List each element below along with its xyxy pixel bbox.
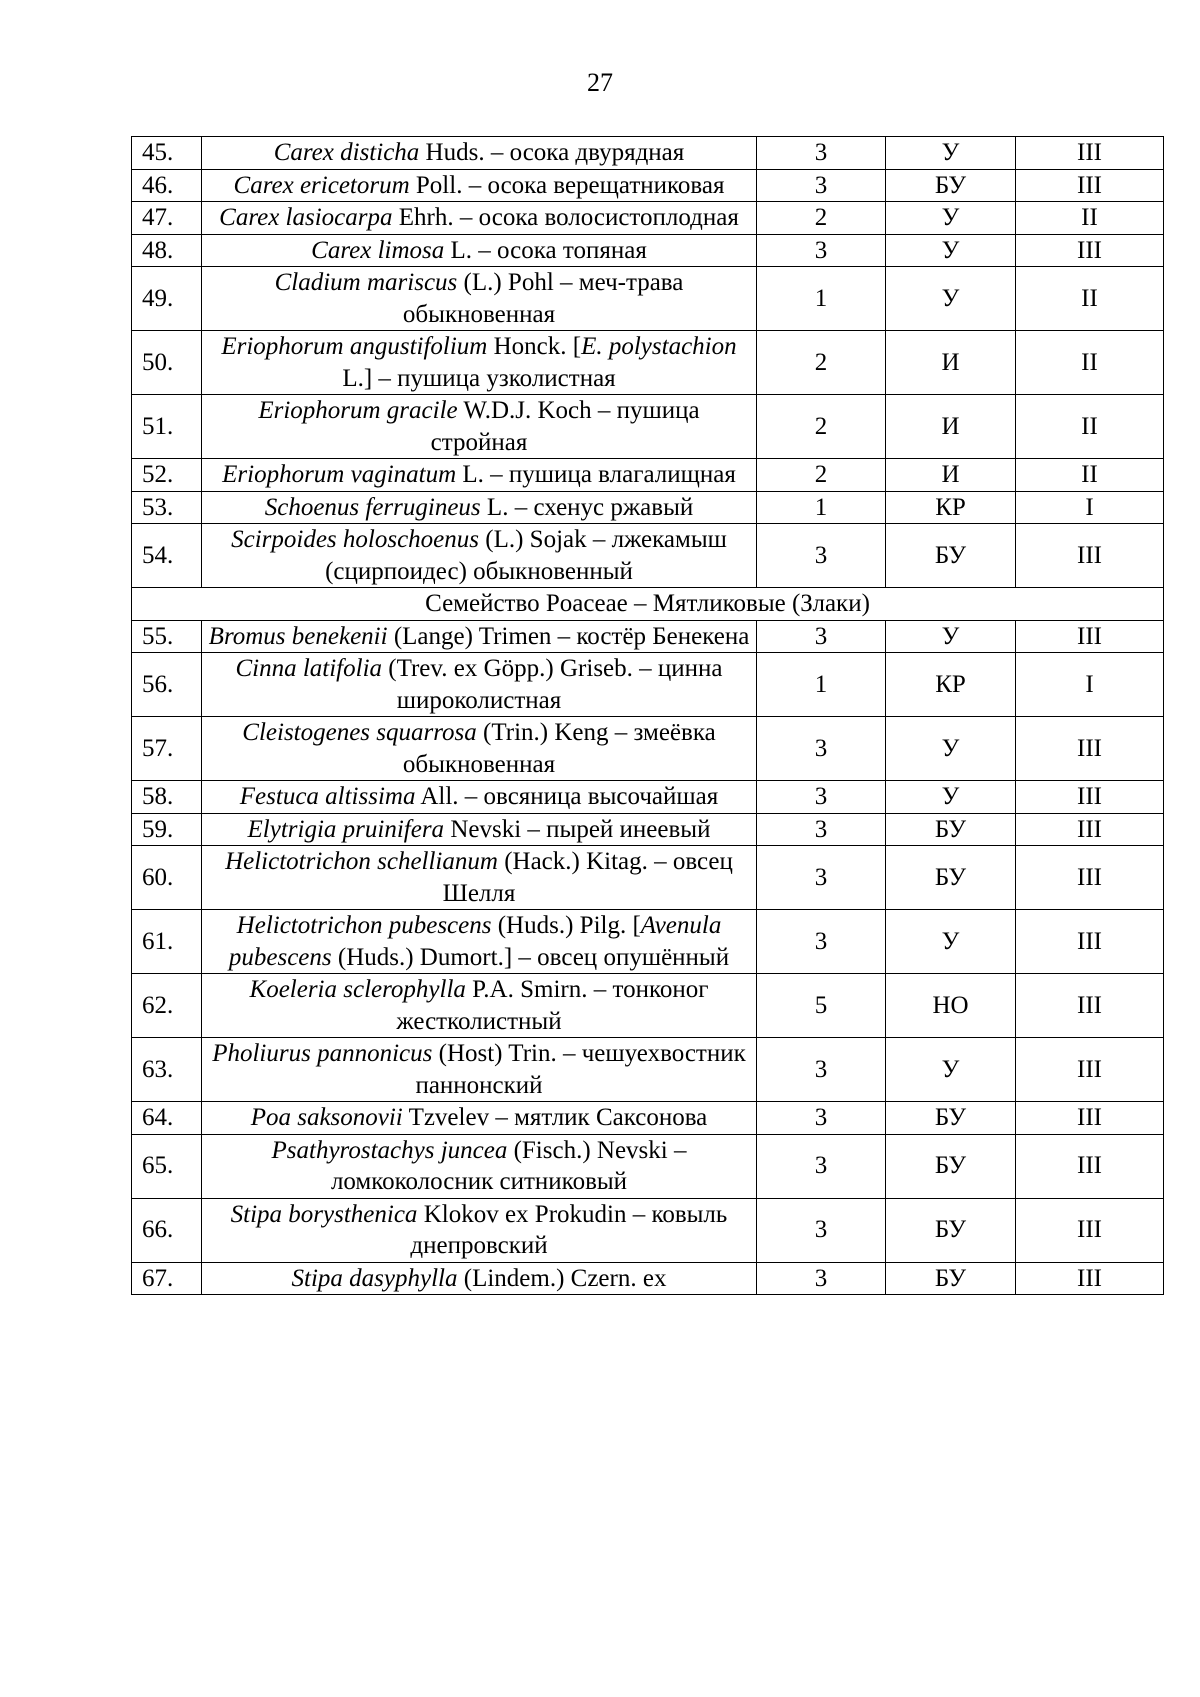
species-name	[202, 267, 757, 331]
species-name	[202, 781, 757, 814]
latin-name-part: Poa saksonovii	[250, 1104, 403, 1131]
rarity-category: 3	[757, 137, 886, 170]
row-number: 63.	[132, 1038, 202, 1102]
protection-group: III	[1016, 717, 1164, 781]
species-name	[202, 620, 757, 653]
name-text-part: L. – пушица влагалищная	[456, 461, 736, 488]
name-text-part: L. – схенус ржавый	[480, 493, 694, 521]
row-number: 57.	[132, 717, 202, 781]
rarity-category: 2	[757, 459, 886, 492]
species-name	[202, 459, 757, 492]
rarity-category: 3	[757, 620, 886, 653]
species-name	[202, 169, 757, 202]
latin-name-part: Eriophorum angustifolium	[221, 333, 488, 360]
name-text-part: Nevski – пырей инеевый	[444, 815, 711, 843]
protection-group: I	[1016, 491, 1164, 524]
latin-name-part: Scirpoides holoschoenus	[231, 526, 479, 553]
protection-group: II	[1016, 395, 1164, 459]
name-text-part: (Fisch.) Nevski – ломкоколосник ситниковый	[330, 1136, 687, 1195]
protection-group: II	[1016, 331, 1164, 395]
rarity-category: 3	[757, 1262, 886, 1295]
table-row	[132, 974, 1164, 1038]
latin-name-part: Schoenus ferrugineus	[264, 493, 481, 521]
rarity-category: 3	[757, 1134, 886, 1198]
species-table	[131, 136, 1164, 1295]
name-text-part: (Trev. ex Göpp.) Griseb. – цинна широколистная	[382, 655, 723, 714]
name-text-part: (Lindem.) Czern. ex	[457, 1264, 667, 1292]
rarity-category: 3	[757, 846, 886, 910]
status-code: КР	[886, 653, 1016, 717]
row-number: 65.	[132, 1134, 202, 1198]
row-number: 60.	[132, 846, 202, 910]
rarity-category: 3	[757, 169, 886, 202]
table-row	[132, 1198, 1164, 1262]
latin-name-part: Avenula pubescens	[228, 912, 722, 971]
rarity-category: 3	[757, 910, 886, 974]
row-number: 47.	[132, 202, 202, 235]
protection-group: III	[1016, 169, 1164, 202]
latin-name-part: Helictotrichon pubescens	[236, 912, 492, 939]
table-row	[132, 234, 1164, 267]
name-text-part: Honck. [	[487, 333, 582, 360]
rarity-category: 2	[757, 331, 886, 395]
status-code: У	[886, 234, 1016, 267]
species-name	[202, 1198, 757, 1262]
protection-group: III	[1016, 781, 1164, 814]
table-row	[132, 846, 1164, 910]
species-name	[202, 1102, 757, 1135]
latin-name-part: Cladium mariscus	[274, 269, 458, 296]
species-name	[202, 1134, 757, 1198]
latin-name-part: Carex limosa	[311, 236, 445, 264]
protection-group: III	[1016, 137, 1164, 170]
species-name	[202, 331, 757, 395]
latin-name-part: Eriophorum vaginatum	[222, 461, 457, 488]
name-text-part: (Host) Trin. – чешуехвостник паннонский	[415, 1040, 746, 1099]
name-text-part: Huds. – осока двурядная	[419, 139, 685, 166]
table-row	[132, 169, 1164, 202]
status-code: У	[886, 1038, 1016, 1102]
row-number: 53.	[132, 491, 202, 524]
table-row	[132, 331, 1164, 395]
status-code: КР	[886, 491, 1016, 524]
table-row	[132, 267, 1164, 331]
status-code: БУ	[886, 1262, 1016, 1295]
rarity-category: 3	[757, 717, 886, 781]
status-code: У	[886, 137, 1016, 170]
table-row	[132, 524, 1164, 588]
species-name	[202, 137, 757, 170]
table-row	[132, 653, 1164, 717]
table-row	[132, 395, 1164, 459]
rarity-category: 3	[757, 234, 886, 267]
status-code: БУ	[886, 846, 1016, 910]
table-row	[132, 1102, 1164, 1135]
name-text-part: (L.) Pohl – меч-трава обыкновенная	[402, 269, 684, 328]
status-code: НО	[886, 974, 1016, 1038]
table-row	[132, 910, 1164, 974]
row-number: 48.	[132, 234, 202, 267]
name-text-part: W.D.J. Koch – пушица стройная	[430, 397, 700, 456]
protection-group: II	[1016, 202, 1164, 235]
protection-group: III	[1016, 846, 1164, 910]
rarity-category: 3	[757, 813, 886, 846]
name-text-part: Poll. – осока верещатниковая	[409, 171, 725, 199]
species-name	[202, 1262, 757, 1295]
status-code: БУ	[886, 1102, 1016, 1135]
name-text-part: All. – овсяница высочайшая	[415, 783, 719, 810]
latin-name-part: Stipa borysthenica	[230, 1200, 418, 1228]
name-text-part: (Lange) Trimen – костёр Бенекена	[387, 622, 750, 650]
protection-group: III	[1016, 1102, 1164, 1135]
page-number: 27	[587, 68, 613, 97]
table-row	[132, 717, 1164, 781]
row-number: 52.	[132, 459, 202, 492]
status-code: У	[886, 202, 1016, 235]
latin-name-part: Carex ericetorum	[233, 171, 410, 199]
protection-group: III	[1016, 524, 1164, 588]
protection-group: III	[1016, 620, 1164, 653]
latin-name-part: Psathyrostachys juncea	[271, 1136, 508, 1164]
rarity-category: 2	[757, 395, 886, 459]
species-name	[202, 653, 757, 717]
family-header-row	[132, 588, 1164, 621]
latin-name-part: Pholiurus pannonicus	[212, 1040, 433, 1067]
protection-group: III	[1016, 974, 1164, 1038]
latin-name-part: Stipa dasyphylla	[291, 1264, 458, 1292]
name-text-part: (Hack.) Kitag. – овсец Шелля	[442, 848, 733, 907]
latin-name-part: Helictotrichon schellianum	[225, 848, 498, 875]
row-number: 46.	[132, 169, 202, 202]
row-number: 62.	[132, 974, 202, 1038]
latin-name-part: E. polystachion	[581, 333, 737, 360]
species-name	[202, 910, 757, 974]
species-name	[202, 234, 757, 267]
name-text-part: Klokov ex Prokudin – ковыль днепровский	[410, 1200, 728, 1259]
species-name	[202, 491, 757, 524]
status-code: И	[886, 395, 1016, 459]
species-name	[202, 1038, 757, 1102]
table-row	[132, 202, 1164, 235]
latin-name-part: Koeleria sclerophylla	[249, 976, 466, 1003]
latin-name-part: Cleistogenes squarrosa	[242, 719, 477, 746]
name-text-part: (Trin.) Keng – змеёвка обыкновенная	[402, 719, 716, 778]
latin-name-part: Carex disticha	[273, 139, 420, 166]
species-name	[202, 717, 757, 781]
protection-group: III	[1016, 1038, 1164, 1102]
status-code: У	[886, 910, 1016, 974]
name-text-part: P.A. Smirn. – тонконог жестколистный	[396, 976, 709, 1035]
table-row	[132, 1262, 1164, 1295]
species-table-body	[132, 137, 1164, 1295]
latin-name-part: Festuca altissima	[239, 783, 416, 810]
status-code: И	[886, 331, 1016, 395]
protection-group: I	[1016, 653, 1164, 717]
rarity-category: 1	[757, 653, 886, 717]
table-row	[132, 137, 1164, 170]
protection-group: III	[1016, 1198, 1164, 1262]
table-row	[132, 781, 1164, 814]
table-row	[132, 491, 1164, 524]
name-text-part: Ehrh. – осока волосистоплодная	[392, 204, 739, 231]
rarity-category: 5	[757, 974, 886, 1038]
row-number: 54.	[132, 524, 202, 588]
rarity-category: 3	[757, 1038, 886, 1102]
table-row	[132, 1038, 1164, 1102]
rarity-category: 3	[757, 781, 886, 814]
table-row	[132, 813, 1164, 846]
protection-group: II	[1016, 459, 1164, 492]
name-text-part: (L.) Sojak – лжекамыш (сцирпоидес) обыкновенный	[325, 526, 727, 585]
status-code: БУ	[886, 169, 1016, 202]
species-name	[202, 846, 757, 910]
species-name	[202, 524, 757, 588]
status-code: У	[886, 717, 1016, 781]
species-name	[202, 395, 757, 459]
protection-group: III	[1016, 1262, 1164, 1295]
protection-group: III	[1016, 910, 1164, 974]
species-name	[202, 813, 757, 846]
table-row	[132, 620, 1164, 653]
status-code: БУ	[886, 524, 1016, 588]
row-number: 58.	[132, 781, 202, 814]
protection-group: III	[1016, 234, 1164, 267]
rarity-category: 3	[757, 524, 886, 588]
status-code: И	[886, 459, 1016, 492]
table-row	[132, 459, 1164, 492]
status-code: У	[886, 781, 1016, 814]
row-number: 67.	[132, 1262, 202, 1295]
name-text-part: L.] – пушица узколистная	[342, 364, 616, 392]
latin-name-part: Elytrigia pruinifera	[247, 815, 445, 843]
row-number: 61.	[132, 910, 202, 974]
rarity-category: 3	[757, 1198, 886, 1262]
row-number: 64.	[132, 1102, 202, 1135]
row-number: 51.	[132, 395, 202, 459]
rarity-category: 1	[757, 267, 886, 331]
protection-group: III	[1016, 1134, 1164, 1198]
rarity-category: 3	[757, 1102, 886, 1135]
rarity-category: 1	[757, 491, 886, 524]
status-code: БУ	[886, 1134, 1016, 1198]
name-text-part: (Huds.) Dumort.] – овсец опушённый	[331, 943, 730, 971]
name-text-part: L. – осока топяная	[444, 236, 647, 264]
latin-name-part: Carex lasiocarpa	[219, 204, 393, 231]
protection-group: III	[1016, 813, 1164, 846]
table-row	[132, 1134, 1164, 1198]
status-code: У	[886, 620, 1016, 653]
row-number: 50.	[132, 331, 202, 395]
row-number: 59.	[132, 813, 202, 846]
status-code: БУ	[886, 813, 1016, 846]
row-number: 66.	[132, 1198, 202, 1262]
latin-name-part: Eriophorum gracile	[258, 397, 458, 424]
status-code: У	[886, 267, 1016, 331]
protection-group: II	[1016, 267, 1164, 331]
row-number: 49.	[132, 267, 202, 331]
row-number: 55.	[132, 620, 202, 653]
name-text-part: (Huds.) Pilg. [	[491, 912, 641, 939]
row-number: 56.	[132, 653, 202, 717]
rarity-category: 2	[757, 202, 886, 235]
species-name	[202, 974, 757, 1038]
latin-name-part: Cinna latifolia	[235, 655, 383, 682]
species-name	[202, 202, 757, 235]
latin-name-part: Bromus benekenii	[208, 622, 388, 650]
name-text-part: Tzvelev – мятлик Саксонова	[402, 1104, 708, 1131]
row-number: 45.	[132, 137, 202, 170]
family-header: Семейство Poaceae – Мятликовые (Злаки)	[132, 588, 1164, 621]
status-code: БУ	[886, 1198, 1016, 1262]
